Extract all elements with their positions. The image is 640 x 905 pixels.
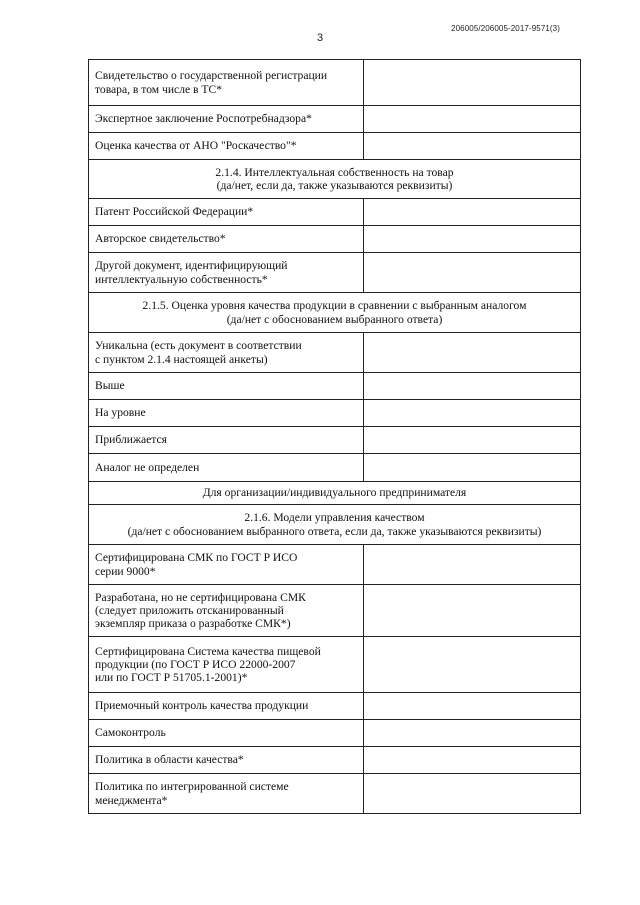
row-label: Оценка качества от АНО "Роскачество"*	[89, 133, 364, 160]
answer-cell[interactable]	[364, 226, 581, 253]
table-row	[89, 585, 581, 637]
answer-cell[interactable]	[364, 747, 581, 774]
row-label: Другой документ, идентифицирующий интеллектуальную собственность*	[89, 253, 364, 293]
answer-cell[interactable]	[364, 400, 581, 427]
table-row	[89, 747, 581, 774]
row-label: Выше	[89, 373, 364, 400]
table-row	[89, 454, 581, 482]
answer-cell[interactable]	[364, 427, 581, 454]
answer-cell[interactable]	[364, 199, 581, 226]
answer-cell[interactable]	[364, 637, 581, 693]
row-label: На уровне	[89, 400, 364, 427]
row-label: Сертифицирована Система качества пищевой продукции (по ГОСТ Р ИСО 22000-2007 или по ГОСТ Р 51705.1-2001)*	[89, 637, 364, 693]
answer-cell[interactable]	[364, 693, 581, 720]
table-row	[89, 720, 581, 747]
answer-cell[interactable]	[364, 106, 581, 133]
table-row	[89, 106, 581, 133]
answer-cell[interactable]	[364, 60, 581, 106]
row-label: Разработана, но не сертифицирована СМК (следует приложить отсканированный экземпляр приказа о разработке СМК*)	[89, 585, 364, 637]
section-heading-row	[89, 160, 581, 199]
answer-cell[interactable]	[364, 774, 581, 814]
table-row	[89, 693, 581, 720]
section-heading-row	[89, 505, 581, 545]
row-label: Уникальна (есть документ в соответствии с пунктом 2.1.4 настоящей анкеты)	[89, 333, 364, 373]
table-row	[89, 226, 581, 253]
section-heading: Для организации/индивидуального предпринимателя	[89, 482, 581, 505]
row-label: Авторское свидетельство*	[89, 226, 364, 253]
section-heading: 2.1.4. Интеллектуальная собственность на товар (да/нет, если да, также указываются реквизиты)	[89, 160, 581, 199]
table-row	[89, 253, 581, 293]
table-row	[89, 400, 581, 427]
table-row	[89, 199, 581, 226]
answer-cell[interactable]	[364, 253, 581, 293]
section-heading: 2.1.6. Модели управления качеством (да/нет с обоснованием выбранного ответа, если да, также указываются реквизиты)	[89, 505, 581, 545]
answer-cell[interactable]	[364, 373, 581, 400]
page-number: 3	[316, 32, 324, 44]
row-label: Экспертное заключение Роспотребнадзора*	[89, 106, 364, 133]
section-heading: 2.1.5. Оценка уровня качества продукции в сравнении с выбранным аналогом (да/нет с обоснованием выбранного ответа)	[89, 293, 581, 333]
row-label: Сертифицирована СМК по ГОСТ Р ИСО серии 9000*	[89, 545, 364, 585]
row-label: Приемочный контроль качества продукции	[89, 693, 364, 720]
row-label: Патент Российской Федерации*	[89, 199, 364, 226]
table-row	[89, 60, 581, 106]
table-row	[89, 133, 581, 160]
document-id: 206005/206005-2017-9571(3)	[451, 24, 560, 33]
table-row	[89, 545, 581, 585]
questionnaire-table	[88, 59, 581, 814]
answer-cell[interactable]	[364, 720, 581, 747]
table-row	[89, 427, 581, 454]
table-row	[89, 373, 581, 400]
answer-cell[interactable]	[364, 585, 581, 637]
table-row	[89, 333, 581, 373]
row-label: Приближается	[89, 427, 364, 454]
table-row	[89, 637, 581, 693]
row-label: Самоконтроль	[89, 720, 364, 747]
table-row	[89, 774, 581, 814]
answer-cell[interactable]	[364, 133, 581, 160]
answer-cell[interactable]	[364, 545, 581, 585]
row-label: Политика в области качества*	[89, 747, 364, 774]
row-label: Политика по интегрированной системе менеджмента*	[89, 774, 364, 814]
answer-cell[interactable]	[364, 333, 581, 373]
row-label: Аналог не определен	[89, 454, 364, 482]
section-heading-row	[89, 482, 581, 505]
answer-cell[interactable]	[364, 454, 581, 482]
row-label: Свидетельство о государственной регистрации товара, в том числе в ТС*	[89, 60, 364, 106]
section-heading-row	[89, 293, 581, 333]
